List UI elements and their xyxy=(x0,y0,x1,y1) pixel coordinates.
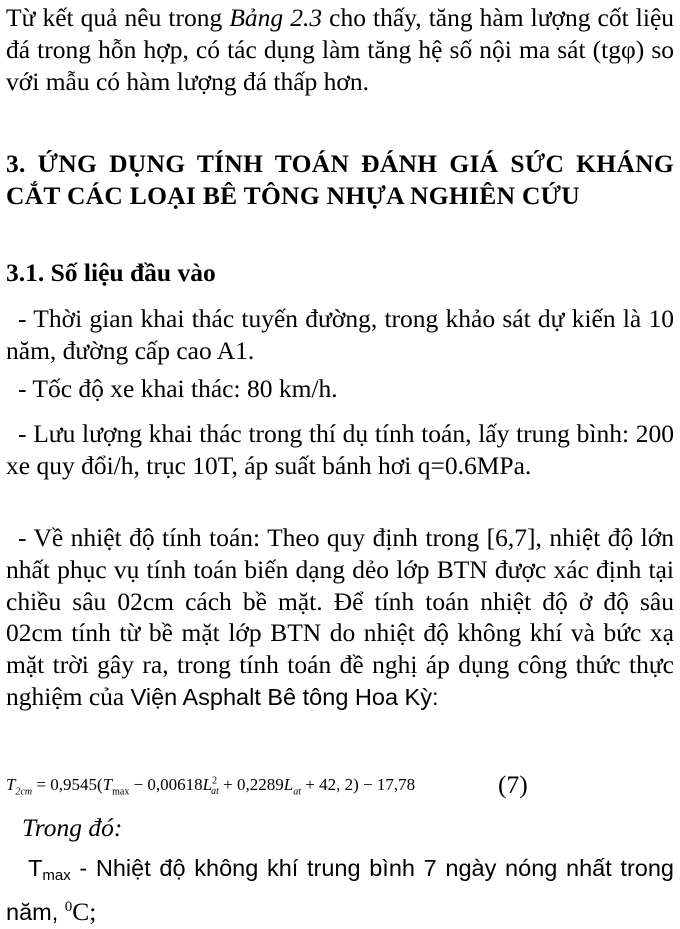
formula-part-2: − 0,00618 xyxy=(129,775,203,794)
degree-unit: C; xyxy=(72,896,97,926)
formula-tmax: T xyxy=(102,775,113,794)
temperature-text: - Về nhiệt độ tính toán: Theo quy định trong [6,7], nhiệt độ lớn nhất phục vụ tính toán biến dạng dẻo lớp BTN được xác định tại chiều sâu 02cm cách bề mặt. Để tính toán nhiệt độ ở độ sâu 02cm tính từ bề mặt lớp BTN do nhiệt độ không khí và bức xạ mặt trời gây ra, trong tính toán đề nghị áp dụng công thức thực nghiệm của xyxy=(6,523,674,711)
bullet-traffic-flow: - Lưu lượng khai thác trong thí dụ tính toán, lấy trung bình: 200 xe quy đổi/h, trục 10T, áp suất bánh hơi q=0.6MPa. xyxy=(6,419,674,480)
formula-lat-2: L xyxy=(283,775,294,794)
equation-7 xyxy=(6,770,674,804)
formula-part-4: + 42, 2) − 17,78 xyxy=(301,775,416,794)
section-3-heading: 3. ỨNG DỤNG TÍNH TOÁN ĐÁNH GIÁ SỨC KHÁNG CẮT CÁC LOẠI BÊ TÔNG NHỰA NGHIÊN CỨU xyxy=(6,149,674,210)
bullet-temperature xyxy=(6,522,674,714)
tmax-definition xyxy=(6,852,674,929)
degree-superscript: 0 xyxy=(64,898,73,915)
where-label: Trong đó: xyxy=(22,813,123,842)
tmax-definition-text: - Nhiệt độ không khí trung bình 7 ngày nóng nhất trong năm, xyxy=(6,855,674,925)
formula-lat-2-sub: at xyxy=(293,786,302,798)
bullet-vehicle-speed: - Tốc độ xe khai thác: 80 km/h. xyxy=(18,374,338,403)
formula-part-3: + 0,2289 xyxy=(218,775,284,794)
formula-tmax-sub: max xyxy=(112,786,130,798)
formula-lat-1-sup: 2 xyxy=(212,775,218,787)
formula-lhs-sub: 2cm xyxy=(15,786,33,798)
formula-lhs: T xyxy=(6,775,16,794)
institute-name: Viện Asphalt Bê tông Hoa Kỳ: xyxy=(130,683,439,710)
formula-part-1: = 0,9545( xyxy=(32,775,103,794)
tmax-symbol: T xyxy=(28,855,43,881)
intro-paragraph xyxy=(6,2,674,97)
equation-number: (7) xyxy=(498,770,528,799)
section-3-1-heading: 3.1. Số liệu đầu vào xyxy=(6,258,216,287)
intro-text-pre: Từ kết quả nêu trong xyxy=(6,3,230,32)
formula-lat-1-sub: at xyxy=(211,786,219,798)
tmax-symbol-sub: max xyxy=(42,867,71,884)
equation-body xyxy=(6,775,415,797)
bullet-operation-time: - Thời gian khai thác tuyến đường, trong khảo sát dự kiến là 10 năm, đường cấp cao A1. xyxy=(6,304,674,365)
formula-lat-1: L xyxy=(202,775,213,794)
table-reference: Bảng 2.3 xyxy=(229,3,323,32)
intro-text-post: cho thấy, tăng hàm lượng cốt liệu đá trong hỗn hợp, có tác dụng làm tăng hệ số nội ma sát (tgφ) so với mẫu có hàm lượng đá thấp hơn. xyxy=(6,3,675,96)
